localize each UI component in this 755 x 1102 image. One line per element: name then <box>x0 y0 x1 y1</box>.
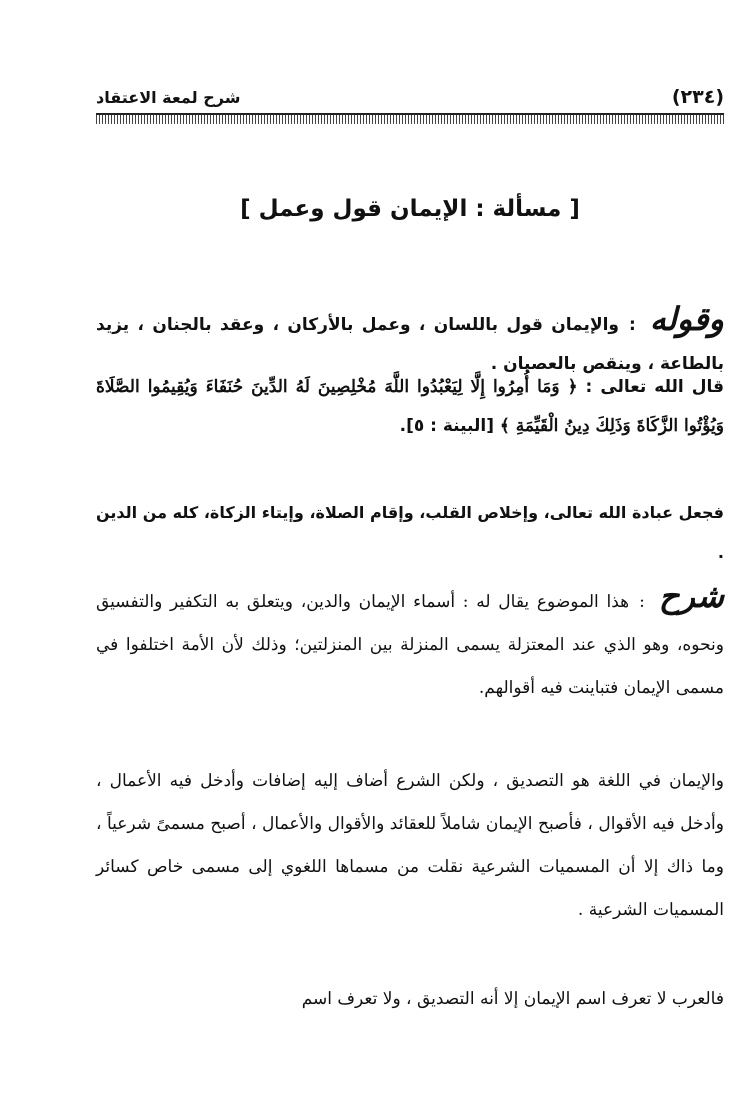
page-number: (٢٣٤) <box>671 86 724 108</box>
commentary-text: هذا الموضوع يقال له : أسماء الإيمان والدين، ويتعلق به التكفير والتفسيق ونحوه، وهو الذي عند المعتزلة يسمى المنزلة بين المنزلتين؛ وذلك لأن الأمة اختلفوا في مسمى الإيمان فتباينت فيه أقوالهم. <box>96 592 724 698</box>
verse-intro: قال الله تعالى : <box>585 377 725 397</box>
header-rule <box>96 113 724 124</box>
chapter-heading: [ مسألة : الإيمان قول وعمل ] <box>240 196 580 222</box>
quran-verse: ﴿ وَمَا أُمِرُوا إِلَّا لِيَعْبُدُوا اللَّهَ مُخْلِصِينَ لَهُ الدِّينَ حُنَفَاءَ وَيُقِيمُوا الصَّلَاةَ وَيُؤْتُوا الزَّكَاةَ وَذَلِكَ دِينُ الْقَيِّمَةِ ﴾ <box>96 377 724 436</box>
verse-paragraph <box>96 368 724 446</box>
author-marker: وقوله <box>649 300 724 338</box>
commentary-marker: شرح <box>658 577 724 615</box>
verse-reference: [البينة : ٥]. <box>399 416 494 436</box>
author-colon: : <box>629 315 636 335</box>
iman-paragraph: والإيمان في اللغة هو التصديق ، ولكن الشرع أضاف إليه إضافات وأدخل فيه الأعمال ، وأدخل فيه الأقوال ، فأصبح الإيمان شاملاً للعقائد والأقوال والأعمال ، أصبح مسمىً شرعياً ، وما ذاك إلا أن المسميات الشرعية نقلت من مسماها اللغوي إلى مسمى خاص كسائر المسميات الشرعية . <box>96 771 725 920</box>
commentary-paragraph <box>96 575 724 710</box>
running-header <box>96 80 724 114</box>
book-title: شرح لمعة الاعتقاد <box>96 87 241 107</box>
commentary-colon: : <box>639 592 645 612</box>
arab-paragraph: فالعرب لا تعرف اسم الإيمان إلا أنه التصديق ، ولا تعرف اسم <box>301 989 724 1009</box>
author-text: والإيمان قول باللسان ، وعمل بالأركان ، وعقد بالجنان ، يزيد بالطاعة ، وينقص بالعصيان . <box>96 315 724 374</box>
conclusion-paragraph: فجعل عبادة الله تعالى، وإخلاص القلب، وإقام الصلاة، وإيتاء الزكاة، كله من الدين . <box>96 503 724 562</box>
